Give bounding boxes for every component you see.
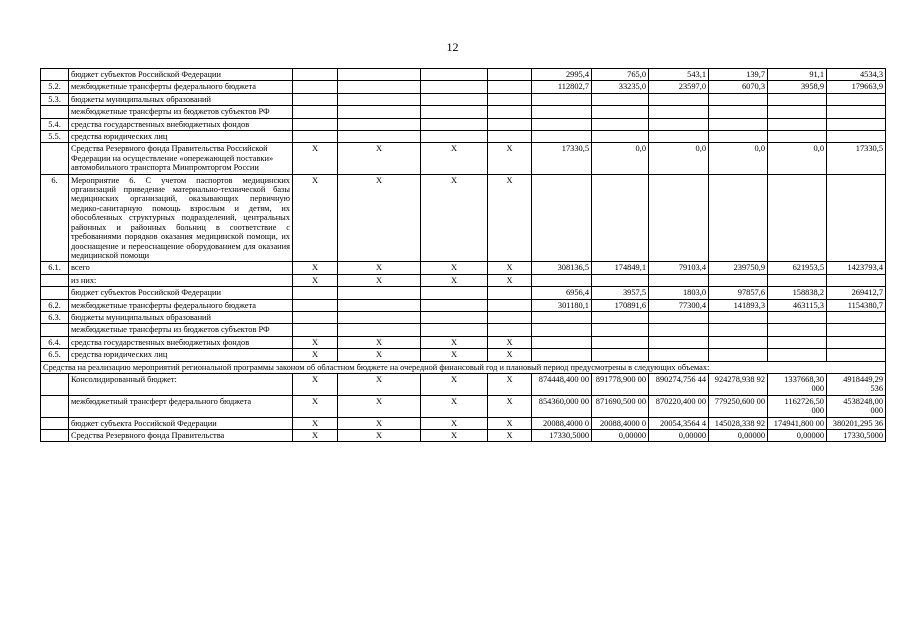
value-cell xyxy=(592,118,649,130)
x-mark-cell xyxy=(293,69,338,81)
value-cell: 308136,5 xyxy=(532,262,592,274)
value-cell xyxy=(709,336,768,348)
x-mark-cell: X xyxy=(488,174,532,262)
value-cell: 890274,756 44 xyxy=(649,373,709,395)
value-cell: 23597,0 xyxy=(649,81,709,93)
row-description: межбюджетные трансферты федерального бюджета xyxy=(69,299,293,311)
x-mark-cell xyxy=(421,69,488,81)
value-cell: 17330,5000 xyxy=(532,430,592,442)
program-funding-table xyxy=(40,68,886,442)
value-cell: 0,00000 xyxy=(592,430,649,442)
value-cell xyxy=(592,336,649,348)
x-mark-cell xyxy=(338,93,421,105)
table-row xyxy=(41,131,886,143)
value-cell: 1423793,4 xyxy=(827,262,886,274)
row-description: Средства Резервного фонда Правительства xyxy=(69,430,293,442)
value-cell: 141893,3 xyxy=(709,299,768,311)
value-cell xyxy=(768,131,827,143)
row-description: бюджет субъектов Российской Федерации xyxy=(69,287,293,299)
x-mark-cell: X xyxy=(421,430,488,442)
value-cell: 170891,6 xyxy=(592,299,649,311)
x-mark-cell: X xyxy=(293,262,338,274)
value-cell xyxy=(709,324,768,336)
value-cell xyxy=(592,106,649,118)
table-row xyxy=(41,287,886,299)
table-row xyxy=(41,262,886,274)
table-row xyxy=(41,274,886,286)
row-description: средства государственных внебюджетных фондов xyxy=(69,118,293,130)
x-mark-cell: X xyxy=(488,417,532,429)
value-cell: 779250,600 00 xyxy=(709,395,768,417)
table-row xyxy=(41,324,886,336)
row-description: Консолидированный бюджет: xyxy=(69,373,293,395)
value-cell xyxy=(592,311,649,323)
funding-row xyxy=(41,373,886,395)
x-mark-cell xyxy=(488,69,532,81)
x-mark-cell: X xyxy=(421,373,488,395)
value-cell: 1154380,7 xyxy=(827,299,886,311)
x-mark-cell: X xyxy=(293,373,338,395)
row-description: всего xyxy=(69,262,293,274)
x-mark-cell xyxy=(293,131,338,143)
table-row xyxy=(41,299,886,311)
value-cell xyxy=(709,106,768,118)
x-mark-cell: X xyxy=(338,174,421,262)
x-mark-cell: X xyxy=(338,274,421,286)
x-mark-cell xyxy=(421,299,488,311)
value-cell xyxy=(592,324,649,336)
x-mark-cell: X xyxy=(421,262,488,274)
value-cell: 3958,9 xyxy=(768,81,827,93)
row-number: 6.2. xyxy=(41,299,69,311)
value-cell: 6070,3 xyxy=(709,81,768,93)
x-mark-cell: X xyxy=(421,349,488,361)
x-mark-cell: X xyxy=(293,274,338,286)
value-cell xyxy=(709,174,768,262)
x-mark-cell: X xyxy=(488,430,532,442)
value-cell: 139,7 xyxy=(709,69,768,81)
value-cell xyxy=(768,324,827,336)
x-mark-cell: X xyxy=(338,430,421,442)
funding-row xyxy=(41,430,886,442)
value-cell: 1337668,30 000 xyxy=(768,373,827,395)
value-cell xyxy=(827,336,886,348)
value-cell xyxy=(649,131,709,143)
value-cell xyxy=(827,274,886,286)
x-mark-cell: X xyxy=(293,143,338,174)
x-mark-cell: X xyxy=(421,336,488,348)
x-mark-cell: X xyxy=(488,143,532,174)
value-cell xyxy=(768,93,827,105)
value-cell: 1803,0 xyxy=(649,287,709,299)
value-cell: 33235,0 xyxy=(592,81,649,93)
x-mark-cell xyxy=(488,311,532,323)
x-mark-cell xyxy=(421,287,488,299)
funding-note: Средства на реализацию мероприятий региональной программы законом об областном бюджете на очередной финансовый год и плановый период предусмотрены в следующих объемах: xyxy=(41,361,886,373)
value-cell xyxy=(768,174,827,262)
value-cell: 870220,400 00 xyxy=(649,395,709,417)
value-cell: 874448,400 00 xyxy=(532,373,592,395)
row-description: Средства Резервного фонда Правительства Российской Федерации на осуществление «опережающей поставки» автомобильного транспорта Минпромторгом России xyxy=(69,143,293,174)
row-description: бюджет субъектов Российской Федерации xyxy=(69,69,293,81)
value-cell xyxy=(827,106,886,118)
value-cell xyxy=(709,131,768,143)
value-cell xyxy=(592,93,649,105)
x-mark-cell xyxy=(338,69,421,81)
x-mark-cell xyxy=(293,93,338,105)
value-cell: 20054,3564 4 xyxy=(649,417,709,429)
x-mark-cell xyxy=(338,81,421,93)
value-cell xyxy=(768,118,827,130)
value-cell xyxy=(592,131,649,143)
row-number xyxy=(41,143,69,174)
table-row xyxy=(41,311,886,323)
row-number xyxy=(41,274,69,286)
x-mark-cell xyxy=(488,287,532,299)
value-cell: 91,1 xyxy=(768,69,827,81)
x-mark-cell: X xyxy=(293,417,338,429)
x-mark-cell xyxy=(421,131,488,143)
row-description: средства юридических лиц xyxy=(69,131,293,143)
x-mark-cell xyxy=(338,131,421,143)
value-cell: 0,0 xyxy=(768,143,827,174)
table-row xyxy=(41,106,886,118)
row-description: средства юридических лиц xyxy=(69,349,293,361)
value-cell xyxy=(827,93,886,105)
value-cell xyxy=(827,118,886,130)
value-cell: 17330,5 xyxy=(827,143,886,174)
x-mark-cell xyxy=(421,106,488,118)
value-cell xyxy=(649,106,709,118)
value-cell xyxy=(532,131,592,143)
value-cell xyxy=(768,106,827,118)
row-number xyxy=(41,395,69,417)
x-mark-cell: X xyxy=(338,349,421,361)
value-cell xyxy=(649,274,709,286)
value-cell: 20088,4000 0 xyxy=(532,417,592,429)
row-number xyxy=(41,417,69,429)
x-mark-cell xyxy=(488,131,532,143)
x-mark-cell xyxy=(293,81,338,93)
value-cell: 174941,800 00 xyxy=(768,417,827,429)
x-mark-cell: X xyxy=(488,373,532,395)
value-cell: 4534,3 xyxy=(827,69,886,81)
row-description: средства государственных внебюджетных фондов xyxy=(69,336,293,348)
value-cell xyxy=(709,349,768,361)
value-cell: 543,1 xyxy=(649,69,709,81)
value-cell: 0,0 xyxy=(709,143,768,174)
x-mark-cell: X xyxy=(421,143,488,174)
value-cell: 854360,000 00 xyxy=(532,395,592,417)
value-cell: 239750,9 xyxy=(709,262,768,274)
funding-row xyxy=(41,417,886,429)
x-mark-cell: X xyxy=(488,395,532,417)
x-mark-cell: X xyxy=(488,274,532,286)
x-mark-cell: X xyxy=(488,336,532,348)
value-cell: 0,0 xyxy=(649,143,709,174)
row-number: 5.3. xyxy=(41,93,69,105)
value-cell xyxy=(768,349,827,361)
value-cell: 380201,295 36 xyxy=(827,417,886,429)
value-cell: 174849,1 xyxy=(592,262,649,274)
x-mark-cell xyxy=(338,324,421,336)
value-cell xyxy=(768,336,827,348)
row-description: бюджеты муниципальных образований xyxy=(69,311,293,323)
x-mark-cell: X xyxy=(338,417,421,429)
x-mark-cell: X xyxy=(293,349,338,361)
row-number: 6. xyxy=(41,174,69,262)
x-mark-cell: X xyxy=(293,430,338,442)
value-cell xyxy=(532,349,592,361)
value-cell xyxy=(592,174,649,262)
row-number: 5.5. xyxy=(41,131,69,143)
row-description: из них: xyxy=(69,274,293,286)
value-cell xyxy=(649,118,709,130)
value-cell xyxy=(709,274,768,286)
row-number: 5.4. xyxy=(41,118,69,130)
x-mark-cell xyxy=(338,106,421,118)
row-number xyxy=(41,69,69,81)
value-cell: 0,0 xyxy=(592,143,649,174)
value-cell xyxy=(709,311,768,323)
value-cell xyxy=(532,336,592,348)
x-mark-cell xyxy=(421,324,488,336)
value-cell xyxy=(532,174,592,262)
x-mark-cell: X xyxy=(421,417,488,429)
row-number xyxy=(41,287,69,299)
x-mark-cell xyxy=(421,118,488,130)
x-mark-cell xyxy=(293,106,338,118)
x-mark-cell: X xyxy=(488,262,532,274)
value-cell xyxy=(532,311,592,323)
value-cell: 79103,4 xyxy=(649,262,709,274)
row-description: межбюджетные трансферты из бюджетов субъектов РФ xyxy=(69,324,293,336)
value-cell xyxy=(649,174,709,262)
table-row xyxy=(41,81,886,93)
x-mark-cell: X xyxy=(421,274,488,286)
x-mark-cell xyxy=(488,93,532,105)
value-cell: 871690,500 00 xyxy=(592,395,649,417)
value-cell xyxy=(532,93,592,105)
x-mark-cell: X xyxy=(293,336,338,348)
x-mark-cell xyxy=(488,324,532,336)
value-cell: 3957,5 xyxy=(592,287,649,299)
x-mark-cell: X xyxy=(338,262,421,274)
row-number: 6.5. xyxy=(41,349,69,361)
value-cell: 1162726,50 000 xyxy=(768,395,827,417)
value-cell: 0,00000 xyxy=(768,430,827,442)
value-cell xyxy=(827,131,886,143)
x-mark-cell xyxy=(338,287,421,299)
x-mark-cell xyxy=(293,287,338,299)
x-mark-cell: X xyxy=(338,336,421,348)
x-mark-cell xyxy=(488,118,532,130)
table-row xyxy=(41,174,886,262)
row-number: 6.4. xyxy=(41,336,69,348)
row-description: межбюджетный трансферт федерального бюджета xyxy=(69,395,293,417)
value-cell: 463115,3 xyxy=(768,299,827,311)
x-mark-cell: X xyxy=(293,395,338,417)
row-number: 5.2. xyxy=(41,81,69,93)
value-cell xyxy=(592,274,649,286)
x-mark-cell: X xyxy=(421,174,488,262)
value-cell xyxy=(592,349,649,361)
table-row xyxy=(41,143,886,174)
table-row xyxy=(41,349,886,361)
x-mark-cell xyxy=(421,81,488,93)
x-mark-cell: X xyxy=(338,373,421,395)
x-mark-cell: X xyxy=(293,174,338,262)
row-description: бюджеты муниципальных образований xyxy=(69,93,293,105)
value-cell: 269412,7 xyxy=(827,287,886,299)
value-cell: 4918449,29 536 xyxy=(827,373,886,395)
x-mark-cell xyxy=(338,118,421,130)
value-cell: 0,00000 xyxy=(709,430,768,442)
value-cell: 20088,4000 0 xyxy=(592,417,649,429)
value-cell xyxy=(649,336,709,348)
value-cell xyxy=(649,93,709,105)
row-description: межбюджетные трансферты федерального бюджета xyxy=(69,81,293,93)
value-cell: 17330,5000 xyxy=(827,430,886,442)
value-cell xyxy=(532,106,592,118)
value-cell xyxy=(827,174,886,262)
value-cell xyxy=(709,118,768,130)
row-number xyxy=(41,430,69,442)
value-cell: 301180,1 xyxy=(532,299,592,311)
x-mark-cell xyxy=(293,118,338,130)
row-description: бюджет субъекта Российской Федерации xyxy=(69,417,293,429)
value-cell xyxy=(768,274,827,286)
row-description: межбюджетные трансферты из бюджетов субъектов РФ xyxy=(69,106,293,118)
value-cell: 924278,938 92 xyxy=(709,373,768,395)
value-cell xyxy=(649,311,709,323)
value-cell: 112802,7 xyxy=(532,81,592,93)
x-mark-cell xyxy=(293,324,338,336)
value-cell: 17330,5 xyxy=(532,143,592,174)
x-mark-cell xyxy=(421,311,488,323)
page-number: 12 xyxy=(446,40,459,54)
row-number xyxy=(41,324,69,336)
x-mark-cell xyxy=(488,299,532,311)
x-mark-cell: X xyxy=(338,143,421,174)
value-cell: 4538248,00 000 xyxy=(827,395,886,417)
row-number xyxy=(41,106,69,118)
value-cell xyxy=(709,93,768,105)
value-cell xyxy=(827,324,886,336)
value-cell xyxy=(827,349,886,361)
value-cell xyxy=(827,311,886,323)
x-mark-cell xyxy=(338,299,421,311)
row-number xyxy=(41,373,69,395)
value-cell: 765,0 xyxy=(592,69,649,81)
value-cell: 621953,5 xyxy=(768,262,827,274)
value-cell: 97857,6 xyxy=(709,287,768,299)
row-number: 6.3. xyxy=(41,311,69,323)
value-cell xyxy=(649,324,709,336)
value-cell: 891778,900 00 xyxy=(592,373,649,395)
x-mark-cell xyxy=(421,93,488,105)
x-mark-cell xyxy=(293,311,338,323)
value-cell xyxy=(768,311,827,323)
row-description: Мероприятие 6. С учетом паспортов медицинских организаций приведение материально-технической базы медицинских организаций, оказывающих первичную медико-санитарную помощь взрослым и детям, их обособленных структурных подразделений, центральных районных и районных больниц в соответствие с требованиями порядков оказания медицинской помощи, их дооснащение и переоснащение оборудованием для оказания медицинской помощи xyxy=(69,174,293,262)
funding-row xyxy=(41,395,886,417)
table-row xyxy=(41,69,886,81)
table-row xyxy=(41,118,886,130)
value-cell xyxy=(532,324,592,336)
x-mark-cell xyxy=(338,311,421,323)
value-cell: 77300,4 xyxy=(649,299,709,311)
x-mark-cell xyxy=(488,106,532,118)
x-mark-cell: X xyxy=(338,395,421,417)
value-cell xyxy=(649,349,709,361)
value-cell: 6956,4 xyxy=(532,287,592,299)
x-mark-cell: X xyxy=(488,349,532,361)
x-mark-cell: X xyxy=(421,395,488,417)
table-row xyxy=(41,93,886,105)
value-cell xyxy=(532,274,592,286)
x-mark-cell xyxy=(293,299,338,311)
value-cell xyxy=(532,118,592,130)
row-number: 6.1. xyxy=(41,262,69,274)
value-cell: 158838,2 xyxy=(768,287,827,299)
value-cell: 179663,9 xyxy=(827,81,886,93)
value-cell: 0,00000 xyxy=(649,430,709,442)
value-cell: 145028,338 92 xyxy=(709,417,768,429)
value-cell: 2995,4 xyxy=(532,69,592,81)
x-mark-cell xyxy=(488,81,532,93)
funding-note-row xyxy=(41,361,886,373)
table-row xyxy=(41,336,886,348)
